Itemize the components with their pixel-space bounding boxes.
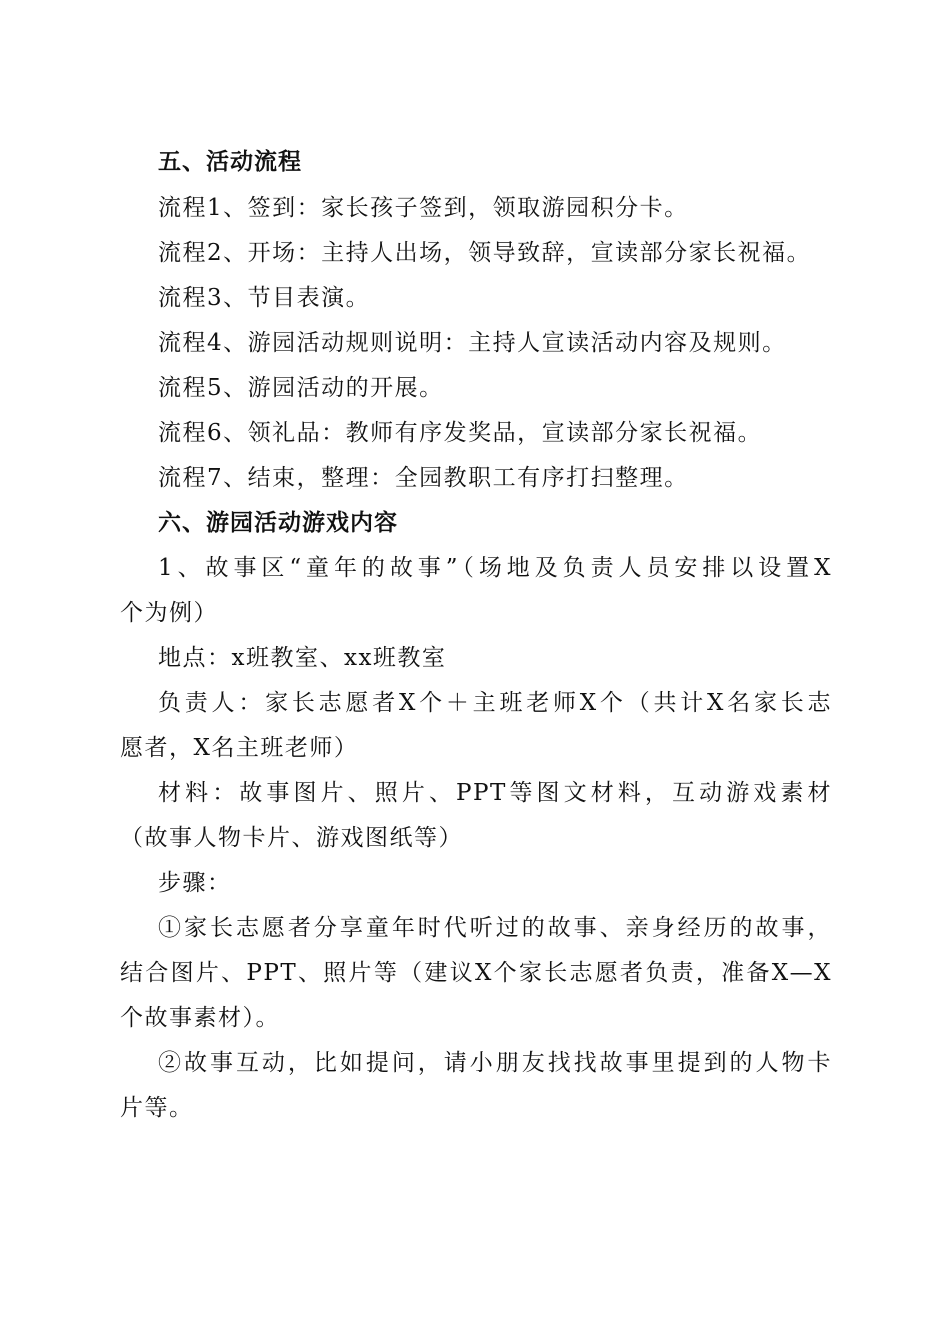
flow-step-2: 流程2、开场：主持人出场，领导致辞，宣读部分家长祝福。	[158, 240, 812, 266]
step-2-line-1: ②故事互动，比如提问，请小朋友找找故事里提到的人物卡	[158, 1050, 832, 1076]
flow-step-6: 流程6、领礼品：教师有序发奖品，宣读部分家长祝福。	[158, 420, 763, 446]
item-1-title-line-2: 个为例）	[120, 600, 218, 626]
step-2-line-2: 片等。	[120, 1095, 194, 1121]
person-in-charge-line-1: 负责人：家长志愿者X个＋主班老师X个（共计X名家长志	[158, 690, 832, 716]
item-1-title-line-1: 1、故事区“童年的故事”（场地及负责人员安排以设置X	[158, 555, 832, 581]
step-1-line-2: 结合图片、PPT、照片等（建议X个家长志愿者负责，准备X—X	[120, 960, 832, 986]
section-5-heading: 五、活动流程	[158, 149, 302, 175]
flow-step-4: 流程4、游园活动规则说明：主持人宣读活动内容及规则。	[158, 330, 787, 356]
materials-line-1: 材料：故事图片、照片、PPT等图文材料，互动游戏素材	[158, 780, 832, 806]
steps-label: 步骤：	[158, 870, 232, 896]
flow-step-3: 流程3、节目表演。	[158, 285, 371, 311]
flow-step-5: 流程5、游园活动的开展。	[158, 375, 444, 401]
flow-step-1: 流程1、签到：家长孩子签到，领取游园积分卡。	[158, 195, 689, 221]
flow-step-7: 流程7、结束，整理：全园教职工有序打扫整理。	[158, 465, 689, 491]
section-6-heading: 六、游园活动游戏内容	[158, 510, 398, 536]
materials-line-2: （故事人物卡片、游戏图纸等）	[120, 825, 463, 851]
step-1-line-1: ①家长志愿者分享童年时代听过的故事、亲身经历的故事，	[158, 915, 832, 941]
location-text: 地点：x班教室、xx班教室	[158, 645, 447, 671]
step-1-line-3: 个故事素材）。	[120, 1005, 280, 1031]
person-in-charge-line-2: 愿者，X名主班老师）	[120, 735, 359, 761]
